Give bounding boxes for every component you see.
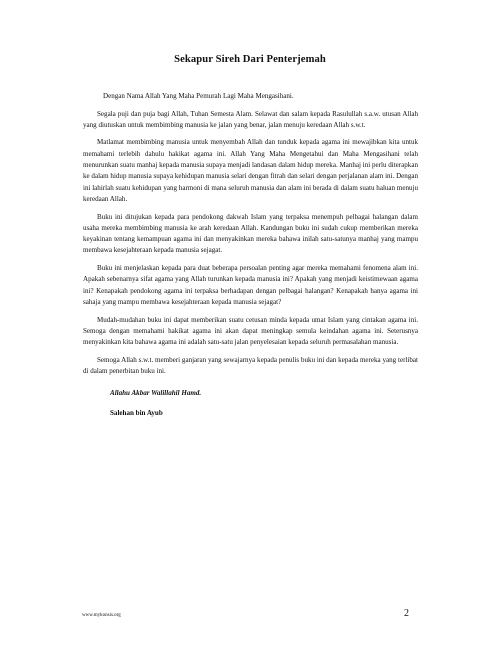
- paragraph: Mudah-mudahan buku ini dapat memberikan suatu cetusan minda kepada umat Islam yang cintakan agama ini. Semoga dengan memahami hakikat agama ini akan dapat meningkap semula keindahan agama ini. Seterusnya menyakinkan kita bahawa agama ini adalah satu-satu jalan penyelesaian kepada seluruh permasalahan manusia.: [83, 315, 418, 347]
- paragraph: Buku ini ditujukan kepada para pendokong dakwah Islam yang terpaksa menempuh pelbagai halangan dalam usaha mereka membimbing manusia ke arah keredaan Allah. Kandungan buku ini sudah cukup memberikan mereka keyakinan tentang kemampuan agama ini dan menyakinkan mereka bahawa inilah satu-satunya manhaj yang mampu membawa kesejahteraan kepada manusia sejagat.: [83, 212, 418, 255]
- paragraph: Semoga Allah s.w.t. memberi ganjaran yang sewajarnya kepada penulis buku ini dan kepada mereka yang terlibat di dalam penerbitan buku ini.: [83, 355, 418, 376]
- paragraph: Matlamat membimbing manusia untuk menyembah Allah dan tunduk kepada agama ini mewajibkan kita untuk memahami terlebih dahulu hakikat agama ini. Allah Yang Maha Mengetahui dan Maha Mengasihani telah menurunkan suatu manhaj kepada manusia supaya menjadi landasan dalam hidup mereka. Manhaj ini perlu diterapkan ke dalam hidup manusia supaya kehidupan manusia selari dengan fitrah dan selari dengan perjalanan alam ini. Dengan ini lahirlah suatu kehidupan yang harmoni di mana seluruh manusia dan alam ini berada di dalam suatu haluan menuju keredaan Allah.: [83, 138, 418, 203]
- body-text: [83, 91, 418, 384]
- paragraph: Segala puji dan puja bagi Allah, Tuhan Semesta Alam. Selawat dan salam kepada Rasulullah s.a.w. utusan Allah yang diutuskan untuk membimbing manusia ke jalan yang benar, jalan menuju keredaan Allah s.w.t.: [83, 109, 418, 129]
- closing-phrase: Allahu Akbar Walillahil Hamd.: [110, 389, 202, 397]
- footer-website: www.mykonsis.org: [82, 613, 121, 618]
- signature-name: Salehan bin Ayub: [110, 409, 163, 417]
- page-title: Sekapur Sireh Dari Penterjemah: [174, 54, 326, 65]
- paragraph: Buku ini menjelaskan kepada para duat beberapa persoalan penting agar mereka memahami fenomena alam ini. Apakah sebenarnya sifat agama yang Allah turunkan kepada manusia ini? Apakah yang menjadi keistimewaan agama ini? Kenapakah pendokong agama ini terpaksa berhadapan dengan pelbagai halangan? Kenapakah hanya agama ini sahaja yang mampu membawa kesejahteraan kepada manusia sejagat?: [83, 264, 418, 306]
- page-number: 2: [404, 608, 409, 619]
- paragraph-opening: Dengan Nama Allah Yang Maha Pemurah Lagi Maha Mengasihani.: [103, 92, 294, 100]
